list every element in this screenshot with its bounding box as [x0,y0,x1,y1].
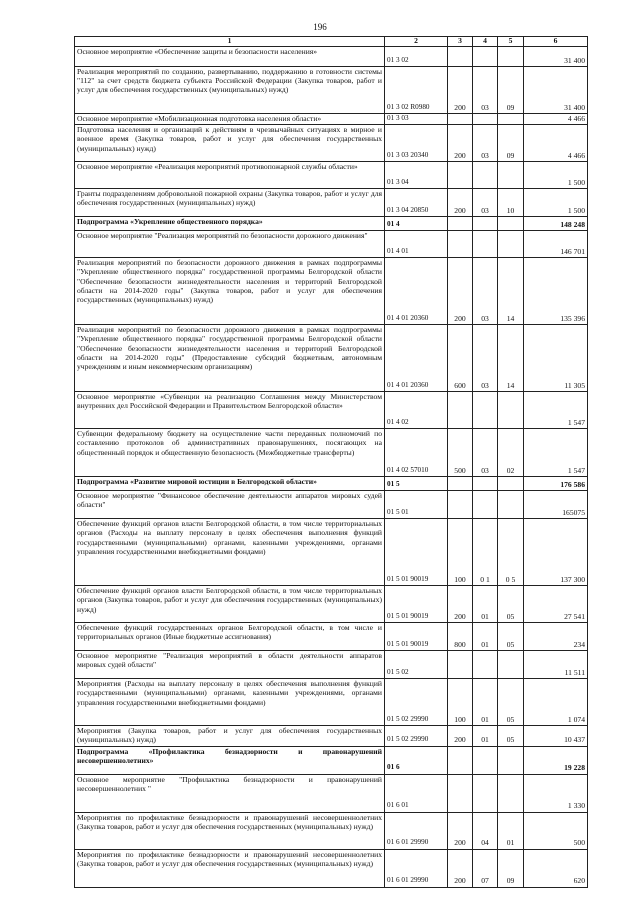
row-name-cell: Мероприятия (Расходы на выплату персоналу в целях обеспечения выполнения функций государственными (муниципальными) органами, казенными учреждениями, органами управления государственными внебюджетными фондами) [75,679,385,726]
row-section-cell: 01 [473,726,498,746]
row-name-cell: Основное мероприятие «Обеспечение защиты и безопасности населения» [75,47,385,67]
column-header: 6 [524,37,588,47]
row-name-cell: Подпрограмма «Развитие мировой юстиции в Белгородской области» [75,477,385,491]
row-name-cell: Обеспечение функций органов власти Белгородской области, в том числе территориальных органов (Расходы на выплату персоналу в целях обеспечения выполнения функций государственными (муниципальными) органами, казенными учреждениями, органами управления государственными внебюджетными фондами) [75,519,385,586]
row-amount-cell: 4 466 [524,114,588,125]
row-expense-type-cell [448,746,473,774]
row-section-cell [473,162,498,189]
table-row [75,746,588,774]
row-section-cell: 07 [473,849,498,887]
row-amount-cell: 11 305 [524,325,588,392]
row-expense-type-cell [448,231,473,258]
row-amount-cell: 135 396 [524,258,588,325]
row-expense-type-cell: 100 [448,679,473,726]
table-row [75,812,588,849]
row-expense-type-cell [448,651,473,679]
row-name-cell: Реализация мероприятий по безопасности дорожного движения в рамках подпрограммы "Укрепление общественного порядка" государственной программы Белгородской области "Обеспечение безопасности жизнедеятельности населения и территорий Белгородской области на 2014-2020 годы" (Закупка товаров, работ и услуг для обеспечения государственных (муниципальных) нужд) [75,258,385,325]
table-row [75,325,588,392]
row-name-cell: Основное мероприятие "Реализация мероприятий по безопасности дорожного движения" [75,231,385,258]
row-name-cell: Реализация мероприятий по безопасности дорожного движения в рамках подпрограммы "Укрепление общественного порядка" государственной программы Белгородской области "Обеспечение безопасности жизнедеятельности населения и территорий Белгородской области на 2014-2020 годы" (Предоставление субсидий бюджетным, автономным учреждениям и иным некоммерческим организациям) [75,325,385,392]
row-subsection-cell [498,651,524,679]
row-section-cell: 01 [473,586,498,623]
row-section-cell: 03 [473,258,498,325]
row-name-cell: Основное мероприятие "Финансовое обеспечение деятельности аппаратов мировых судей области" [75,491,385,519]
row-subsection-cell [498,491,524,519]
row-subsection-cell: 05 [498,623,524,651]
row-code-cell: 01 3 02 [385,47,448,67]
row-expense-type-cell [448,162,473,189]
row-code-cell: 01 3 04 20850 [385,189,448,217]
row-amount-cell: 11 511 [524,651,588,679]
row-expense-type-cell: 200 [448,812,473,849]
row-code-cell: 01 3 03 20340 [385,125,448,162]
row-subsection-cell: 14 [498,325,524,392]
row-expense-type-cell [448,477,473,491]
row-code-cell: 01 3 03 [385,114,448,125]
table-row [75,586,588,623]
row-amount-cell: 1 074 [524,679,588,726]
row-code-cell: 01 3 02 R0980 [385,67,448,114]
row-expense-type-cell [448,774,473,812]
row-expense-type-cell [448,217,473,231]
page-number: 196 [313,22,327,32]
row-expense-type-cell: 200 [448,189,473,217]
row-section-cell [473,114,498,125]
row-section-cell: 03 [473,429,498,477]
table-row [75,651,588,679]
row-section-cell [473,491,498,519]
row-subsection-cell: 0 5 [498,519,524,586]
row-subsection-cell: 09 [498,125,524,162]
row-amount-cell: 148 248 [524,217,588,231]
row-name-cell: Реализация мероприятий по созданию, развертыванию, поддержанию в готовности системы "112" за счет средств бюджета субъекта Российской Федерации (Закупка товаров, работ и услуг для обеспечения государственных (муниципальных) нужд) [75,67,385,114]
column-header: 4 [473,37,498,47]
row-subsection-cell: 09 [498,67,524,114]
row-section-cell: 01 [473,679,498,726]
row-code-cell: 01 4 [385,217,448,231]
budget-table [74,36,588,888]
row-amount-cell: 137 300 [524,519,588,586]
row-name-cell: Основное мероприятие «Реализация мероприятий противопожарной службы области» [75,162,385,189]
row-subsection-cell: 10 [498,189,524,217]
row-amount-cell: 1 330 [524,774,588,812]
table-row [75,125,588,162]
row-section-cell: 01 [473,623,498,651]
row-name-cell: Обеспечение функций государственных органов Белгородской области, в том числе и территориальных органов (Иные бюджетные ассигнования) [75,623,385,651]
row-code-cell: 01 3 04 [385,162,448,189]
row-section-cell: 03 [473,189,498,217]
row-section-cell [473,746,498,774]
table-row [75,429,588,477]
table-row [75,726,588,746]
row-subsection-cell [498,47,524,67]
column-header: 2 [385,37,448,47]
table-row [75,258,588,325]
table-row [75,392,588,429]
table-row [75,67,588,114]
row-code-cell: 01 5 01 90019 [385,623,448,651]
table-row [75,679,588,726]
row-expense-type-cell [448,392,473,429]
row-subsection-cell: 01 [498,812,524,849]
row-amount-cell: 1 547 [524,392,588,429]
row-subsection-cell [498,477,524,491]
row-code-cell: 01 4 02 [385,392,448,429]
row-code-cell: 01 6 01 [385,774,448,812]
row-subsection-cell [498,746,524,774]
row-name-cell: Мероприятия по профилактике безнадзорности и правонарушений несовершеннолетних (Закупка товаров, работ и услуг для обеспечения государственных (муниципальных) нужд) [75,849,385,887]
table-header-row [75,37,588,47]
row-code-cell: 01 6 [385,746,448,774]
row-name-cell: Основное мероприятие «Субвенции на реализацию Соглашения между Министерством внутренних дел Российской Федерации и Правительством Белгородской области» [75,392,385,429]
row-code-cell: 01 4 01 [385,231,448,258]
row-name-cell: Подпрограмма «Укрепление общественного порядка» [75,217,385,231]
row-expense-type-cell: 500 [448,429,473,477]
row-subsection-cell [498,231,524,258]
row-expense-type-cell: 600 [448,325,473,392]
row-code-cell: 01 5 01 [385,491,448,519]
table-row [75,519,588,586]
row-expense-type-cell: 200 [448,726,473,746]
row-amount-cell: 165075 [524,491,588,519]
row-subsection-cell [498,774,524,812]
row-name-cell: Субвенции федеральному бюджету на осуществление части переданных полномочий по составлению протоколов об административных правонарушениях, посягающих на общественный порядок и общественную безопасность (Межбюджетные трансферты) [75,429,385,477]
row-code-cell: 01 4 01 20360 [385,258,448,325]
row-subsection-cell [498,217,524,231]
row-section-cell: 03 [473,325,498,392]
column-header: 3 [448,37,473,47]
row-name-cell: Подготовка населения и организаций к действиям в чрезвычайных ситуациях в мирное и военное время (Закупка товаров, работ и услуг для обеспечения государственных (муниципальных) нужд) [75,125,385,162]
row-section-cell [473,651,498,679]
table-row [75,623,588,651]
row-amount-cell: 31 400 [524,47,588,67]
row-amount-cell: 1 500 [524,162,588,189]
row-section-cell [473,47,498,67]
row-section-cell [473,774,498,812]
row-subsection-cell: 14 [498,258,524,325]
row-subsection-cell: 05 [498,726,524,746]
row-section-cell: 04 [473,812,498,849]
row-expense-type-cell: 200 [448,125,473,162]
row-name-cell: Основное мероприятие «Мобилизационная подготовка населения области» [75,114,385,125]
row-amount-cell: 27 541 [524,586,588,623]
row-code-cell: 01 6 01 29990 [385,812,448,849]
row-section-cell [473,217,498,231]
column-header: 1 [75,37,385,47]
row-name-cell: Гранты подразделениям добровольной пожарной охраны (Закупка товаров, работ и услуг для обеспечения государственных (муниципальных) нужд) [75,189,385,217]
table-row [75,217,588,231]
table-row [75,849,588,887]
row-name-cell: Основное мероприятие "Реализация мероприятий в области деятельности аппаратов мировых судей области" [75,651,385,679]
row-amount-cell: 1 500 [524,189,588,217]
row-name-cell: Мероприятия (Закупка товаров, работ и услуг для обеспечения государственных (муниципальных) нужд) [75,726,385,746]
row-subsection-cell: 09 [498,849,524,887]
row-section-cell [473,231,498,258]
row-amount-cell: 4 466 [524,125,588,162]
row-code-cell: 01 5 02 [385,651,448,679]
row-subsection-cell [498,114,524,125]
row-subsection-cell [498,392,524,429]
row-name-cell: Подпрограмма «Профилактика безнадзорности и правонарушений несовершеннолетних» [75,746,385,774]
row-code-cell: 01 5 01 90019 [385,586,448,623]
row-expense-type-cell: 200 [448,67,473,114]
row-expense-type-cell: 800 [448,623,473,651]
row-expense-type-cell: 100 [448,519,473,586]
row-code-cell: 01 5 [385,477,448,491]
row-expense-type-cell [448,491,473,519]
row-subsection-cell: 05 [498,586,524,623]
row-amount-cell: 234 [524,623,588,651]
table-row [75,189,588,217]
row-expense-type-cell: 200 [448,849,473,887]
table-row [75,477,588,491]
table-row [75,47,588,67]
row-code-cell: 01 4 01 20360 [385,325,448,392]
table-row [75,162,588,189]
row-section-cell: 0 1 [473,519,498,586]
column-header: 5 [498,37,524,47]
row-section-cell [473,477,498,491]
row-amount-cell: 620 [524,849,588,887]
row-amount-cell: 10 437 [524,726,588,746]
row-code-cell: 01 5 01 90019 [385,519,448,586]
row-code-cell: 01 6 01 29990 [385,849,448,887]
row-code-cell: 01 5 02 29990 [385,679,448,726]
row-name-cell: Основное мероприятие "Профилактика безнадзорности и правонарушений несовершеннолетних " [75,774,385,812]
row-amount-cell: 500 [524,812,588,849]
row-section-cell: 03 [473,125,498,162]
row-subsection-cell [498,162,524,189]
row-expense-type-cell [448,114,473,125]
row-code-cell: 01 5 02 29990 [385,726,448,746]
table-row [75,231,588,258]
row-subsection-cell: 05 [498,679,524,726]
row-code-cell: 01 4 02 57010 [385,429,448,477]
row-section-cell [473,392,498,429]
row-expense-type-cell: 200 [448,258,473,325]
row-expense-type-cell [448,47,473,67]
row-amount-cell: 31 400 [524,67,588,114]
row-amount-cell: 19 228 [524,746,588,774]
row-amount-cell: 176 586 [524,477,588,491]
row-subsection-cell: 02 [498,429,524,477]
row-name-cell: Обеспечение функций органов власти Белгородской области, в том числе территориальных органов (Закупка товаров, работ и услуг для обеспечения государственных (муниципальных) нужд) [75,586,385,623]
table-row [75,774,588,812]
row-name-cell: Мероприятия по профилактике безнадзорности и правонарушений несовершеннолетних (Закупка товаров, работ и услуг для обеспечения государственных (муниципальных) нужд) [75,812,385,849]
row-expense-type-cell: 200 [448,586,473,623]
row-section-cell: 03 [473,67,498,114]
table-row [75,114,588,125]
table-row [75,491,588,519]
row-amount-cell: 146 701 [524,231,588,258]
row-amount-cell: 1 547 [524,429,588,477]
